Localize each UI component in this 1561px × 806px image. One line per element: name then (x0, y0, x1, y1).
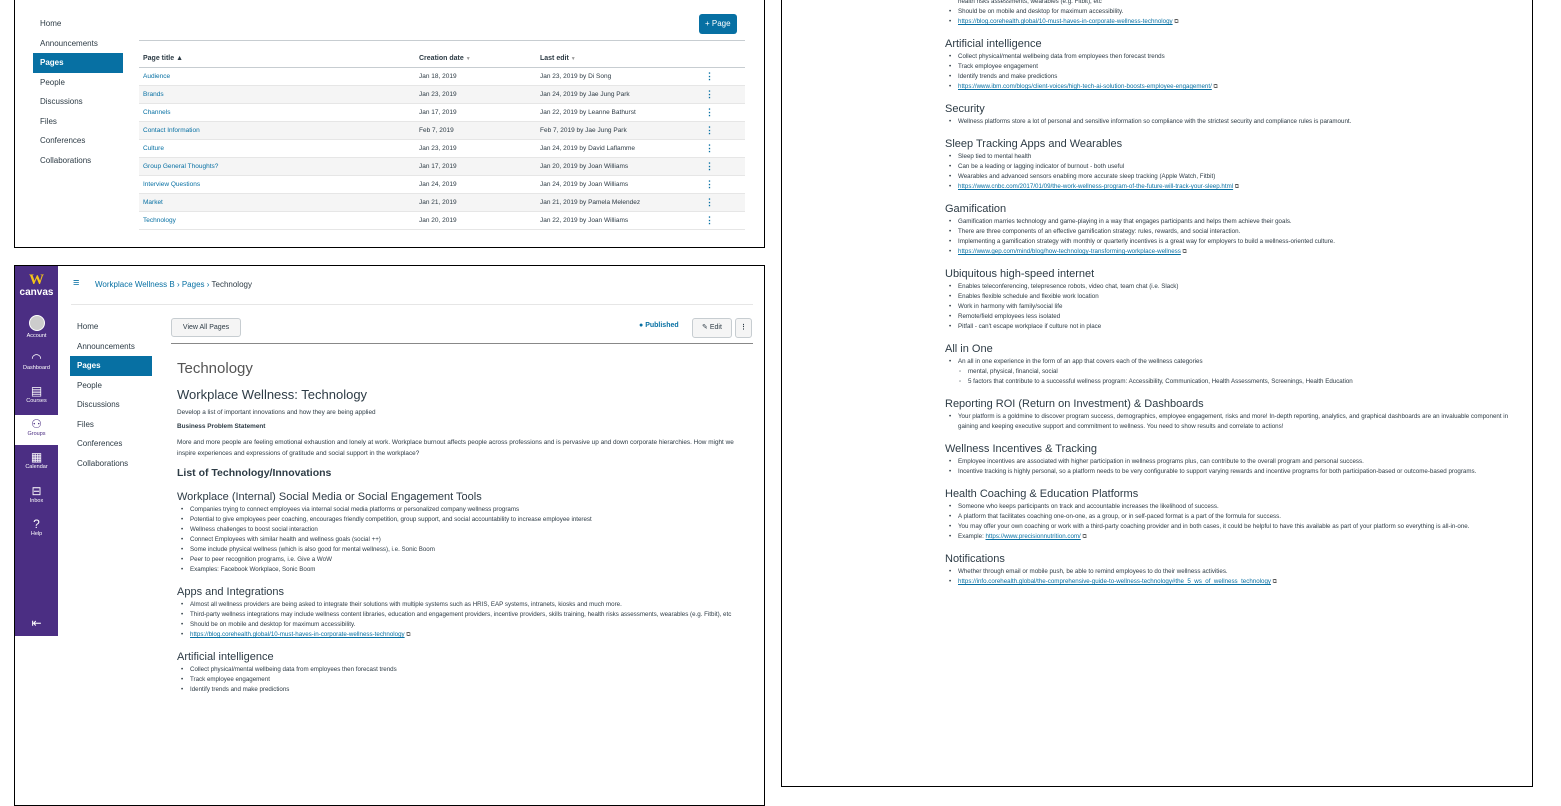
section-heading: Security (945, 103, 985, 115)
list-item: • Identify trends and make predictions (177, 685, 747, 695)
nav-item-people[interactable]: People (40, 77, 65, 87)
nav-item-conferences[interactable]: Conferences (40, 136, 86, 145)
list-heading: List of Technology/Innovations (177, 467, 332, 479)
bullet-list (945, 357, 1515, 387)
external-link[interactable]: https://info.corehealth.global/the-comprehensive-guide-to-wellness-technology#the_5_ws_of_wellness_technology (958, 578, 1272, 585)
page-link[interactable]: Culture (143, 144, 164, 152)
kebab-menu-icon[interactable]: ⋮ (705, 124, 714, 135)
list-item: • Track employee engagement (945, 62, 1515, 72)
breadcrumb: Workplace Wellness B › Pages › Technology (95, 280, 252, 289)
nav-item-people[interactable]: People (77, 380, 102, 390)
list-item: health risks assessments, wearables (e.g. Fitbit), etc (958, 0, 1102, 5)
nav-label: Inbox (29, 498, 44, 504)
list-item: • Work in harmony with family/social life (945, 302, 1515, 312)
table-row (139, 193, 745, 211)
breadcrumb-pages[interactable]: Pages (181, 280, 205, 289)
nav-help[interactable] (15, 517, 58, 537)
list-item: • Remote/field employees less isolated (945, 312, 1515, 322)
page-title-cell (139, 193, 419, 211)
actions-cell (705, 121, 745, 139)
sub-list-item: ◦ mental, physical, financial, social (945, 367, 1515, 377)
kebab-menu-icon[interactable]: ⋮ (705, 196, 714, 207)
actions-cell (705, 103, 745, 121)
divider (171, 343, 753, 344)
dashboard-icon: ◠ (31, 351, 42, 365)
list-item: • Sleep tied to mental health (945, 152, 1515, 162)
bullet-list (945, 282, 1515, 332)
list-item: • Someone who keeps participants on track and accountable increases the likelihood of success. (945, 502, 1515, 512)
creation-date-cell: Jan 21, 2019 (419, 193, 540, 211)
inbox-icon: ⊟ (31, 484, 42, 498)
nav-inbox[interactable] (15, 484, 58, 504)
col-last-edit-label: Last edit (540, 54, 569, 62)
list-item: • A platform that facilitates coaching one-on-one, as a group, or in self-paced format is a part of the formula for success. (945, 512, 1515, 522)
nav-item-files[interactable]: Files (77, 419, 94, 429)
page-link[interactable]: Audience (143, 72, 171, 80)
problem-text: More and more people are feeling emotional exhaustion and lonely at work. Workplace burnout affects people across professions and is pervasive up and down corporate hierarchies. How might we inspire experiences and expressions of gratitude and social support in the workplace? (177, 439, 734, 457)
help-icon: ? (33, 517, 40, 531)
list-item: • Wellness challenges to boost social interaction (177, 525, 747, 535)
last-edit-cell: Jan 20, 2019 by Joan Williams (540, 157, 705, 175)
add-page-button[interactable]: + Page (699, 14, 737, 34)
list-item: • Implementing a gamification strategy with monthly or quarterly incentives is a great way for employers to build a wellness-oriented culture. (945, 237, 1515, 247)
list-item: • An all in one experience in the form of an app that covers each of the wellness categories (945, 357, 1515, 367)
creation-date-cell: Jan 23, 2019 (419, 139, 540, 157)
divider (71, 304, 753, 305)
nav-label: Calendar (25, 464, 48, 470)
calendar-icon: ▦ (30, 450, 43, 464)
external-link-icon: ⧉ (1233, 184, 1240, 190)
actions-cell (705, 85, 745, 103)
page-title: Technology (177, 360, 253, 377)
nav-item-pages[interactable]: Pages (33, 53, 123, 73)
nav-label: Account (26, 333, 47, 339)
last-edit-cell: Jan 22, 2019 by Joan Williams (540, 211, 705, 229)
course-nav (70, 317, 152, 473)
page-link[interactable]: Technology (143, 216, 176, 224)
creation-date-cell: Jan 24, 2019 (419, 175, 540, 193)
divider (139, 40, 745, 41)
page-link[interactable]: Market (143, 198, 163, 206)
nav-item-discussions[interactable]: Discussions (77, 400, 120, 409)
list-item: • Whether through email or mobile push, be able to remind employees to do their wellness activities. (945, 567, 1515, 577)
col-last-edit[interactable] (540, 50, 705, 67)
page-title-cell (139, 85, 419, 103)
nav-label: Help (30, 531, 43, 537)
list-item (945, 82, 1515, 92)
section-heading: All in One (945, 343, 993, 355)
list-item: • There are three components of an effective gamification strategy: rules, rewards, and social interaction. (945, 227, 1515, 237)
logo[interactable]: W (29, 272, 44, 288)
nav-item-files[interactable]: Files (40, 116, 57, 126)
nav-groups[interactable] (15, 415, 58, 445)
kebab-menu-icon[interactable]: ⋮ (705, 106, 714, 117)
section-heading: Ubiquitous high-speed internet (945, 268, 1095, 280)
bullet-list (945, 152, 1515, 192)
last-edit-cell: Feb 7, 2019 by Jae Jung Park (540, 121, 705, 139)
nav-dashboard[interactable] (15, 351, 58, 371)
actions-cell (705, 193, 745, 211)
actions-cell (705, 157, 745, 175)
list-item: • Connect Employees with similar health and wellness goals (social ++) (177, 535, 747, 545)
view-all-pages-button[interactable]: View All Pages (171, 318, 241, 337)
external-link[interactable]: https://www.ibm.com/blogs/client-voices/high-tech-ai-solution-boosts-employee-engagement/ (958, 83, 1212, 90)
page-title-cell (139, 67, 419, 85)
list-item: • Your platform is a goldmine to discover program success, demographics, employee engagement, risks and more! In-depth reporting, analytics, and graphical dashboards are an invaluable component in gaining and keeping executive support and commitment to wellness. You need to show results and correlate to actions! (945, 412, 1515, 432)
page-scrolled-panel (781, 0, 1533, 787)
list-item: • Incentive tracking is highly personal, so a platform needs to be very configurable to support varying rewards and incentive programs for both participation-based or outcome-based programs. (945, 467, 1515, 477)
external-link[interactable]: https://www.precisionnutrition.com/ (985, 533, 1081, 540)
nav-label: Dashboard (23, 365, 50, 371)
list-item: • Companies trying to connect employees via internal social media platforms or personalized company wellness programs (177, 505, 747, 515)
edit-label: Edit (709, 324, 722, 331)
page-title-cell (139, 157, 419, 175)
section-heading: Wellness Incentives & Tracking (945, 443, 1098, 455)
breadcrumb-current: Technology (211, 280, 252, 289)
page-link[interactable]: Contact Information (143, 126, 200, 134)
last-edit-cell: Jan 23, 2019 by Di Song (540, 67, 705, 85)
creation-date-cell: Jan 20, 2019 (419, 211, 540, 229)
intro-text: Develop a list of important innovations and how they are being applied (177, 409, 376, 416)
check-circle-icon: ● (639, 322, 644, 329)
list-item: • Employee incentives are associated with higher participation in wellness programs plus, can contribute to the overall program and personal success. (945, 457, 1515, 467)
section-heading: Artificial intelligence (945, 38, 1042, 50)
kebab-menu-icon[interactable]: ⋮ (705, 160, 714, 171)
section-heading: Notifications (945, 553, 1005, 565)
creation-date-cell: Jan 17, 2019 (419, 157, 540, 175)
page-link[interactable]: Group General Thoughts? (143, 162, 219, 170)
nav-item-discussions[interactable]: Discussions (40, 97, 83, 106)
actions-cell (705, 211, 745, 229)
external-link-icon: ⧉ (1080, 534, 1087, 540)
last-edit-cell: Jan 24, 2019 by David Laflamme (540, 139, 705, 157)
external-link[interactable]: https://www.gep.com/mind/blog/how-technology-transforming-workplace-wellness (958, 248, 1181, 255)
published-label: Published (645, 322, 679, 329)
actions-cell (705, 175, 745, 193)
table-row (139, 175, 745, 193)
kebab-menu-icon[interactable]: ⋮ (705, 88, 714, 99)
bullet-list (945, 412, 1515, 432)
col-creation-date[interactable] (419, 50, 540, 67)
nav-item-pages[interactable]: Pages (70, 356, 152, 376)
problem-label: Business Problem Statement (177, 423, 266, 430)
page-link[interactable]: Brands (143, 90, 164, 98)
table-row (139, 121, 745, 139)
nav-item-announcements[interactable]: Announcements (77, 341, 135, 351)
list-item: • Track employee engagement (177, 675, 747, 685)
col-page-title[interactable]: Page title ▲ (139, 50, 419, 67)
list-item: • Some include physical wellness (which is also good for mental wellness), i.e. Sonic Boom (177, 545, 747, 555)
nav-item-collaborations[interactable]: Collaborations (40, 155, 92, 165)
list-item: • You may offer your own coaching or work with a third-party coaching provider and in both cases, it could be helpful to have this available as part of your platform so everything is all-in-one. (945, 522, 1515, 532)
kebab-menu-icon[interactable]: ⋮ (705, 214, 714, 225)
list-item: • Almost all wellness providers are being asked to integrate their solutions with multiple systems such as HRIS, EAP systems, intranets, kiosks and much more. (177, 600, 747, 610)
table-row (139, 67, 745, 85)
actions-cell (705, 67, 745, 85)
edit-button[interactable] (692, 318, 732, 338)
list-item: • Collect physical/mental wellbeing data from employees then forecast trends (945, 52, 1515, 62)
kebab-menu-icon[interactable]: ⋮ (705, 70, 714, 81)
list-item: • Wearables and advanced sensors enabling more accurate sleep tracking (Apple Watch, Fitbit) (945, 172, 1515, 182)
list-item: • Can be a leading or lagging indicator of burnout - both useful (945, 162, 1515, 172)
page-link[interactable]: Interview Questions (143, 180, 201, 188)
last-edit-cell: Jan 24, 2019 by Joan Williams (540, 175, 705, 193)
list-item (945, 532, 1515, 542)
list-item: • Enables flexible schedule and flexible work location (945, 292, 1515, 302)
nav-label: Groups (27, 431, 46, 437)
logo-wordmark: canvas (19, 287, 54, 298)
bullet-list (177, 665, 747, 695)
bullet-list (177, 505, 747, 575)
course-nav (33, 14, 123, 170)
bullet-list (945, 0, 1515, 27)
external-link[interactable]: https://www.cnbc.com/2017/01/09/the-work-wellness-program-of-the-future-will-track-your-sleep.html (958, 183, 1234, 190)
section-heading: Reporting ROI (Return on Investment) & Dashboards (945, 398, 1204, 410)
more-options-icon[interactable]: ⋮ (735, 318, 752, 338)
external-link[interactable]: https://blog.corehealth.global/10-must-haves-in-corporate-wellness-technology (958, 18, 1173, 25)
list-item: • Identify trends and make predictions (945, 72, 1515, 82)
pages-table (139, 50, 745, 230)
external-link[interactable]: https://blog.corehealth.global/10-must-haves-in-corporate-wellness-technology (190, 631, 405, 638)
external-link-icon: ⧉ (404, 632, 411, 638)
table-row (139, 211, 745, 229)
sub-list-item: ◦ 5 factors that contribute to a successful wellness program: Accessibility, Communication, Health Assessments, Screenings, Health Education (945, 377, 1515, 387)
nav-account[interactable] (15, 315, 58, 339)
page-heading: Workplace Wellness: Technology (177, 387, 368, 402)
list-item: • Gamification marries technology and game-playing in a way that engages participants and helps them achieve their goals. (945, 217, 1515, 227)
nav-item-conferences[interactable]: Conferences (77, 439, 123, 448)
external-link-icon: ⧉ (1172, 19, 1179, 25)
page-title-cell (139, 175, 419, 193)
collapse-nav-icon[interactable]: ⇤ (31, 616, 42, 630)
pencil-icon: ✎ (702, 324, 708, 331)
book-icon: ▤ (30, 384, 43, 398)
page-title-cell (139, 121, 419, 139)
creation-date-cell: Jan 17, 2019 (419, 103, 540, 121)
section-heading: Artificial intelligence (177, 651, 274, 663)
table-row (139, 139, 745, 157)
groups-icon: ⚇ (31, 417, 42, 431)
list-item (177, 630, 747, 640)
list-item: • Third-party wellness integrations may include wellness content libraries, education and engagement providers, incentive providers, skills training, health risks assessments, wearables (e.g. Fitbit), etc (177, 610, 747, 620)
creation-date-cell: Jan 18, 2019 (419, 67, 540, 85)
nav-calendar[interactable] (15, 450, 58, 470)
page-title-cell (139, 211, 419, 229)
list-item (945, 577, 1515, 587)
external-link-icon: ⧉ (1211, 84, 1218, 90)
page-title-cell (139, 103, 419, 121)
section-heading: Health Coaching & Education Platforms (945, 488, 1139, 500)
section-heading: Gamification (945, 203, 1007, 215)
sub-list (945, 367, 1515, 387)
avatar-icon (29, 315, 45, 331)
last-edit-cell: Jan 22, 2019 by Leanne Bathurst (540, 103, 705, 121)
sort-icon: ▼ (465, 55, 471, 62)
col-actions (705, 50, 745, 67)
list-item (945, 182, 1515, 192)
page-title-cell (139, 139, 419, 157)
list-item: • Potential to give employees peer coaching, encourages friendly competition, group support, and social accountability to increase employee interest (177, 515, 747, 525)
nav-item-collaborations[interactable]: Collaborations (77, 458, 129, 468)
nav-courses[interactable] (15, 384, 58, 404)
page-content (945, 0, 1515, 587)
list-item: • Pitfall - can't escape workplace if culture not in place (945, 322, 1515, 332)
list-item: • Should be on mobile and desktop for maximum accessibility. (177, 620, 747, 630)
actions-cell (705, 139, 745, 157)
kebab-menu-icon[interactable]: ⋮ (705, 142, 714, 153)
external-link-icon: ⧉ (1180, 249, 1187, 255)
list-item: • Should be on mobile and desktop for maximum accessibility. (945, 7, 1515, 17)
published-status[interactable] (639, 322, 679, 329)
list-item: • Wellness platforms store a lot of personal and sensitive information so compliance with the strictest security and compliance rules is paramount. (945, 117, 1515, 127)
nav-label: Courses (26, 398, 47, 404)
external-link-icon: ⧉ (1271, 579, 1277, 585)
list-item: • Peer to peer recognition programs, i.e. Give a WoW (177, 555, 747, 565)
hamburger-icon[interactable]: ≡ (73, 277, 80, 289)
table-row (139, 103, 745, 121)
table-row (139, 85, 745, 103)
bullet-list (945, 52, 1515, 92)
example-label: Example: (958, 533, 986, 540)
last-edit-cell: Jan 24, 2019 by Jae Jung Park (540, 85, 705, 103)
list-item (945, 247, 1515, 257)
creation-date-cell: Jan 23, 2019 (419, 85, 540, 103)
section-heading: Workplace (Internal) Social Media or Social Engagement Tools (177, 491, 482, 503)
global-nav (15, 266, 58, 636)
list-item (945, 17, 1515, 27)
bullet-list (177, 600, 747, 640)
nav-item-announcements[interactable]: Announcements (40, 38, 98, 48)
list-item: • Examples: Facebook Workplace, Sonic Boom (177, 565, 747, 575)
bullet-list (945, 217, 1515, 257)
bullet-list (945, 502, 1515, 542)
creation-date-cell: Feb 7, 2019 (419, 121, 540, 139)
section-heading: Apps and Integrations (177, 586, 285, 598)
list-item: • Collect physical/mental wellbeing data from employees then forecast trends (177, 665, 747, 675)
page-view-panel (14, 265, 765, 806)
bullet-list (945, 567, 1515, 587)
bullet-list (945, 457, 1515, 477)
section-heading: Sleep Tracking Apps and Wearables (945, 138, 1123, 150)
col-creation-date-label: Creation date (419, 54, 464, 62)
sort-icon: ▼ (570, 55, 576, 62)
kebab-menu-icon[interactable]: ⋮ (705, 178, 714, 189)
bullet-list (945, 117, 1515, 127)
breadcrumb-course[interactable]: Workplace Wellness B (95, 280, 175, 289)
last-edit-cell: Jan 21, 2019 by Pamela Melendez (540, 193, 705, 211)
nav-item-home[interactable]: Home (40, 19, 62, 28)
pages-list-panel (14, 0, 765, 248)
list-item: • Enables teleconferencing, telepresence robots, video chat, team chat (i.e. Slack) (945, 282, 1515, 292)
page-content (177, 360, 747, 695)
table-row (139, 157, 745, 175)
nav-item-home[interactable]: Home (77, 322, 99, 331)
page-link[interactable]: Channels (143, 108, 171, 116)
